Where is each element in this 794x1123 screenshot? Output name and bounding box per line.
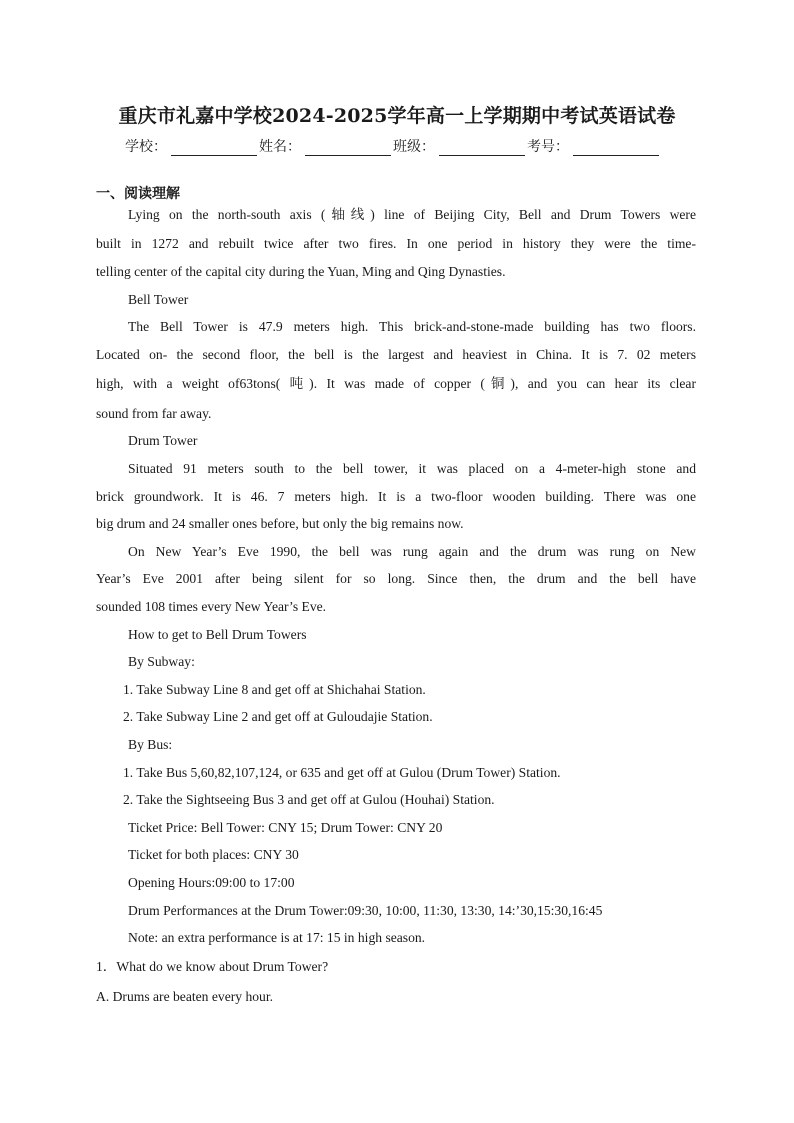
name-label: 姓名： <box>259 139 301 155</box>
passage-subheading: Bell Tower <box>128 292 189 307</box>
passage-line: Located on- the second floor, the bell is the largest and heaviest in China. It is 7. 02 meters <box>96 347 696 362</box>
passage-line: built in 1272 and rebuilt twice after two fires. In one period in history they were the time- <box>96 236 696 251</box>
passage-line: Note: an extra performance is at 17: 15 in high season. <box>128 930 426 945</box>
passage-line: telling center of the capital city during the Yuan, Ming and Qing Dynasties. <box>96 264 506 279</box>
passage-line: The Bell Tower is 47.9 meters high. This brick-and-stone-made building has two floors. <box>128 319 696 334</box>
passage-line: By Bus: <box>128 737 173 752</box>
passage-line: By Subway: <box>128 654 195 669</box>
passage-line: sound from far away. <box>96 406 212 421</box>
passage-line: 1. Take Subway Line 8 and get off at Shichahai Station. <box>123 682 426 697</box>
passage-line: 2. Take the Sightseeing Bus 3 and get off at Gulou (Houhai) Station. <box>123 792 495 807</box>
passage-line: big drum and 24 smaller ones before, but only the big remains now. <box>96 516 464 531</box>
passage-line: Lying on the north-south axis (轴线) line of Beijing City, Bell and Drum Towers were <box>128 207 696 222</box>
passage-line: 2. Take Subway Line 2 and get off at Guloudajie Station. <box>123 709 433 724</box>
section-heading: 一、阅读理解 <box>96 186 180 202</box>
passage-line: Drum Performances at the Drum Tower:09:30, 10:00, 11:30, 13:30, 14:’30,15:30,16:45 <box>128 903 603 918</box>
passage-subheading: Drum Tower <box>128 433 198 448</box>
class-blank <box>439 141 525 156</box>
passage-line: Year’s Eve 2001 after being silent for so long. Since then, the drum and the bell have <box>96 571 696 586</box>
exam-title: 重庆市礼嘉中学校2024-2025学年高一上学期期中考试英语试卷 <box>118 105 676 127</box>
passage-line: 1. Take Bus 5,60,82,107,124, or 635 and get off at Gulou (Drum Tower) Station. <box>123 765 561 780</box>
exam-number-label: 考号： <box>527 139 569 155</box>
passage-line: Opening Hours:09:00 to 17:00 <box>128 875 295 890</box>
school-blank <box>171 141 257 156</box>
passage-line: On New Year’s Eve 1990, the bell was rung again and the drum was rung on New <box>128 544 696 559</box>
passage-line: Ticket for both places: CNY 30 <box>128 847 299 862</box>
class-label: 班级： <box>393 139 435 155</box>
question-stem: 1．What do we know about Drum Tower? <box>96 959 329 974</box>
passage-subheading: How to get to Bell Drum Towers <box>128 627 307 642</box>
student-info-row <box>125 136 685 156</box>
name-blank <box>305 141 391 156</box>
passage-line: high, with a weight of63tons( 吨). It was made of copper (铜), and you can hear its clear <box>96 376 696 391</box>
passage-line: Ticket Price: Bell Tower: CNY 15; Drum Tower: CNY 20 <box>128 820 443 835</box>
exam-number-blank <box>573 141 659 156</box>
passage-line: sounded 108 times every New Year’s Eve. <box>96 599 327 614</box>
passage-line: Situated 91 meters south to the bell tower, it was placed on a 4-meter-high stone and <box>128 461 696 476</box>
school-label: 学校： <box>125 139 167 155</box>
passage-line: brick groundwork. It is 46. 7 meters high. It is a two-floor wooden building. There was one <box>96 489 696 504</box>
question-option-a: A. Drums are beaten every hour. <box>96 989 274 1004</box>
